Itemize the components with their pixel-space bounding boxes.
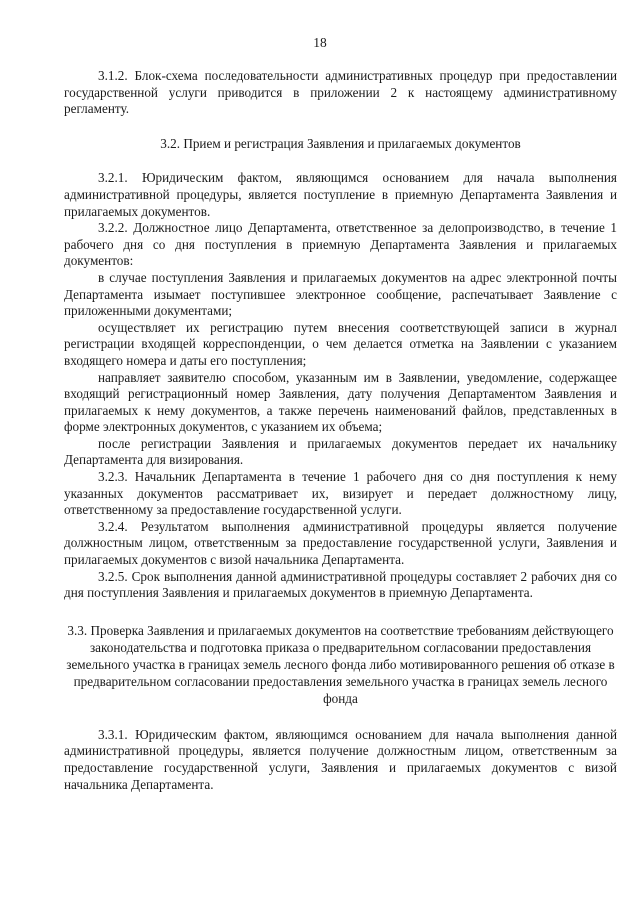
paragraph-3-3-1: 3.3.1. Юридическим фактом, являющимся основанием для начала выполнения данной административной процедуры, является получение должностным лицом, ответственным за предоставление государственной услуги, Заявления и прилагаемых документов с визой начальника Департамента. xyxy=(64,726,617,792)
page-number: 18 xyxy=(313,35,327,50)
list-item-email-intake: в случае поступления Заявления и прилагаемых документов на адрес электронной почты Департамента изымает поступившее электронное сообщение, распечатывает Заявление с приложенными документами; xyxy=(64,269,617,319)
list-item-registration: осуществляет их регистрацию путем внесения соответствующей записи в журнал регистрации входящей корреспонденции, о чем делается отметка на Заявлении с указанием входящего номера и даты его поступления; xyxy=(64,319,617,368)
paragraph-3-2-4: 3.2.4. Результатом выполнения административной процедуры является получение должностным лицом, ответственным за предоставление государственной услуги, Заявления и прилагаемых документов с визой начальника Департамента. xyxy=(64,518,617,568)
section-heading-3-3: 3.3. Проверка Заявления и прилагаемых документов на соответствие требованиям действующего законодательства и подготовка приказа о предварительном согласовании предоставления земельного участка в границах земель лесного фонда либо мотивированного решения об отказе в предварительном согласовании предоставления земельного участка в границах земель лесного фонда xyxy=(66,622,615,706)
paragraph-3-1-2: 3.1.2. Блок-схема последовательности административных процедур при предоставлении государственной услуги приводится в приложении 2 к настоящему административному регламенту. xyxy=(64,68,617,117)
paragraph-3-2-2: 3.2.2. Должностное лицо Департамента, ответственное за делопроизводство, в течение 1 рабочего дня со дня поступления в приемную Департамента Заявления и прилагаемых документов: xyxy=(64,220,617,269)
paragraph-3-2-1: 3.2.1. Юридическим фактом, являющимся основанием для начала выполнения административной процедуры, является поступление в приемную Департамента Заявления и прилагаемых документов. xyxy=(64,170,617,219)
document-body xyxy=(64,68,617,793)
list-item-notification: направляет заявителю способом, указанным им в Заявлении, уведомление, содержащее входящий регистрационный номер Заявления, дату получения Департаментом Заявления и прилагаемых к нему документов, а также перечень наименований файлов, представленных в форме электронных документов, с указанием их объема; xyxy=(64,369,617,435)
section-heading-3-2: 3.2. Прием и регистрация Заявления и прилагаемых документов xyxy=(160,135,521,151)
paragraph-3-2-3: 3.2.3. Начальник Департамента в течение 1 рабочего дня со дня поступления к нему указанных документов рассматривает их, визирует и передает должностному лицу, ответственному за предоставление государственной услуги. xyxy=(64,469,617,518)
paragraph-3-2-5: 3.2.5. Срок выполнения данной административной процедуры составляет 2 рабочих дня со дня поступления Заявления и прилагаемых документов в приемную Департамента. xyxy=(64,568,617,601)
list-item-transfer: после регистрации Заявления и прилагаемых документов передает их начальнику Департамента для визирования. xyxy=(64,435,617,468)
